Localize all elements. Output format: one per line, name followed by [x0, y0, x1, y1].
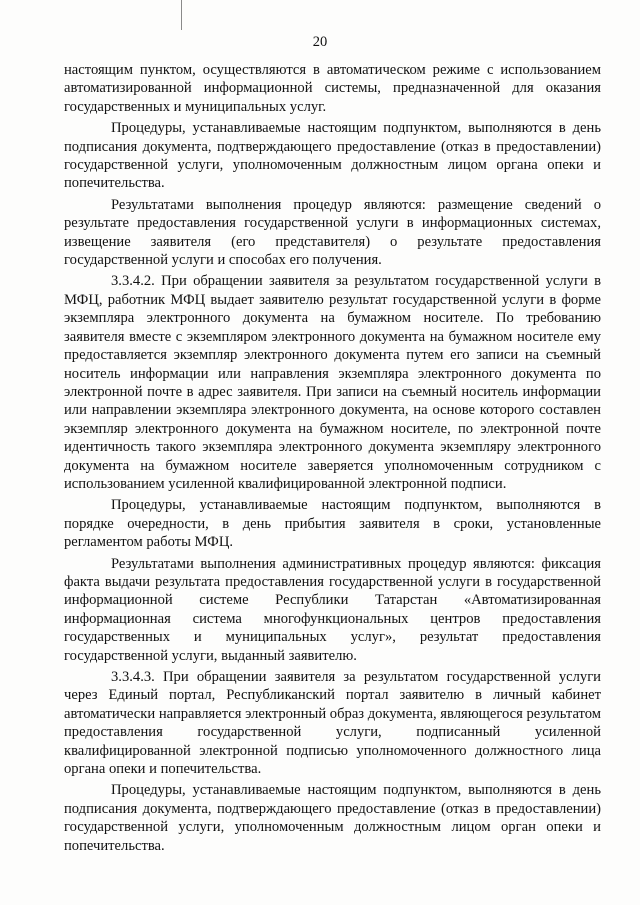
paragraph: Процедуры, устанавливаемые настоящим подпунктом, выполняются в день подписания документа, подтверждающего предоставление (отказ в предоставлении) государственной услуги, уполномоченным должностным лицом орган опеки и попечительства.	[64, 782, 601, 854]
paragraph: настоящим пунктом, осуществляются в автоматическом режиме с использованием автоматизированной информационной системы, предназначенной для оказания государственных и муниципальных услуг.	[64, 62, 601, 115]
page-number: 20	[312, 34, 328, 50]
scan-margin-line	[181, 0, 182, 30]
paragraph: Процедуры, устанавливаемые настоящим подпунктом, выполняются в порядке очередности, в день прибытия заявителя в сроки, установленные регламентом работы МФЦ.	[64, 497, 601, 551]
paragraph: Результатами выполнения процедур являются: размещение сведений о результате предоставления государственной услуги в информационных системах, извещение заявителя (его представителя) о результате предоставления государственной услуги и способах его получения.	[64, 196, 601, 269]
paragraph: 3.3.4.2. При обращении заявителя за результатом государственной услуги в МФЦ, работник МФЦ выдает заявителю результат государственной услуги в форме экземпляра электронного документа на бумажном носителе. По требованию заявителя вместе с экземпляром электронного документа на бумажном носителе ему предоставляется экземпляр электронного документа путем его записи на съемный носитель информации или направления экземпляра электронного документа по электронной почте в адрес заявителя. При записи на съемный носитель информации или направлении экземпляра электронного документа, на основе которого составлен экземпляр электронного документа на бумажном носителе, по электронной почте идентичность такого экземпляра электронного документа экземпляру электронного документа на бумажном носителе заверяется уполномоченным сотрудником с использованием усиленной квалифицированной электронной подписи.	[64, 273, 601, 492]
paragraph: Процедуры, устанавливаемые настоящим подпунктом, выполняются в день подписания документа, подтверждающего предоставление (отказ в предоставлении) государственной услуги, уполномоченным должностным лицом органа опеки и попечительства.	[64, 120, 601, 192]
paragraph: 3.3.4.3. При обращении заявителя за результатом государственной услуги через Единый портал, Республиканский портал заявителю в личный кабинет автоматически направляется электронный образ документа, являющегося результатом предоставления государственной услуги, подписанный усиленной квалифицированной электронной подписью уполномоченного должностного лица органа опеки и попечительства.	[64, 669, 601, 778]
document-body	[64, 61, 601, 858]
paragraph: Результатами выполнения административных процедур являются: фиксация факта выдачи результата предоставления государственной услуги в государственной информационной системе Республики Татарстан «Автоматизированная информационная система многофункциональных центров предоставления государственных и муниципальных услуг», результат предоставления государственной услуги, выданный заявителю.	[64, 555, 601, 664]
